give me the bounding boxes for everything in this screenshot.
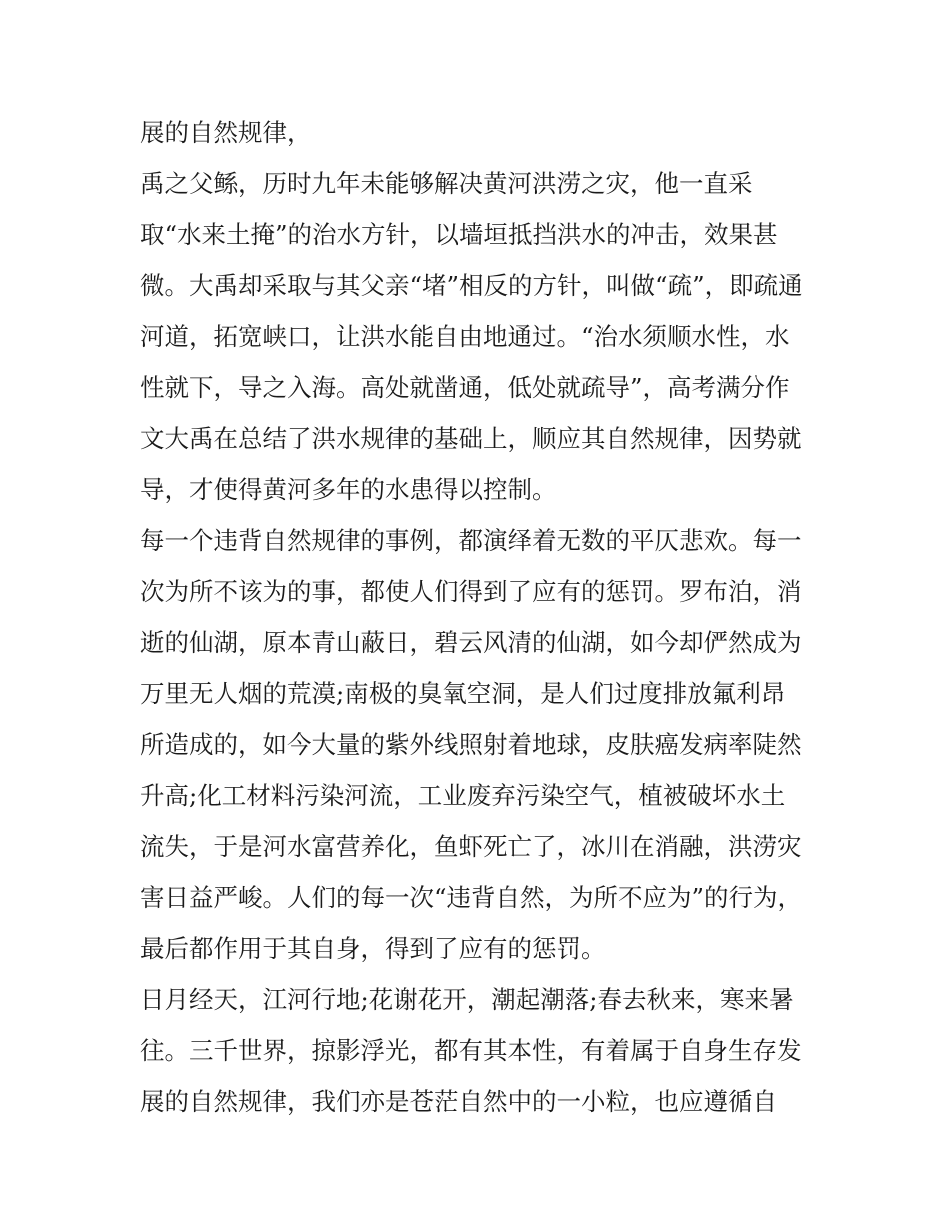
text-line: 日月经天，江河行地;花谢花开，潮起潮落;春去秋来，寒来暑 — [140, 985, 794, 1014]
text-line: 导，才使得黄河多年的水患得以控制。 — [140, 475, 557, 504]
body-text — [140, 107, 820, 1127]
text-line: 流失，于是河水富营养化，鱼虾死亡了，冰川在消融，洪涝灾 — [140, 832, 802, 861]
text-line: 禹之父鲧，历时九年未能够解决黄河洪涝之灾，他一直采 — [140, 169, 753, 198]
text-line: 微。大禹却采取与其父亲“堵”相反的方针，叫做“疏”，即疏通 — [140, 271, 803, 300]
text-line: 害日益严峻。人们的每一次“违背自然，为所不应为”的行为， — [140, 883, 803, 912]
text-line: 每一个违背自然规律的事例，都演绎着无数的平仄悲欢。每一 — [140, 526, 802, 555]
text-line: 展的自然规律， — [140, 118, 312, 147]
text-line: 文大禹在总结了洪水规律的基础上，顺应其自然规律，因势就 — [140, 424, 802, 453]
text-line: 往。三千世界，掠影浮光，都有其本性，有着属于自身生存发 — [140, 1036, 802, 1065]
text-line: 次为所不该为的事，都使人们得到了应有的惩罚。罗布泊，消 — [140, 577, 802, 606]
text-line: 性就下，导之入海。高处就凿通，低处就疏导”，高考满分作 — [140, 373, 790, 402]
text-line: 升高;化工材料污染河流，工业废弃污染空气，植被破坏水土 — [140, 781, 786, 810]
text-line: 展的自然规律，我们亦是苍茫自然中的一小粒，也应遵循自 — [140, 1087, 777, 1116]
text-line: 取“水来土掩”的治水方针，以墙垣抵挡洪水的冲击，效果甚 — [140, 220, 778, 249]
text-line: 逝的仙湖，原本青山蔽日，碧云风清的仙湖，如今却俨然成为 — [140, 628, 802, 657]
text-line: 所造成的，如今大量的紫外线照射着地球，皮肤癌发病率陡然 — [140, 730, 802, 759]
text-line: 河道，拓宽峡口，让洪水能自由地通过。“治水须顺水性，水 — [140, 322, 790, 351]
text-line: 最后都作用于其自身，得到了应有的惩罚。 — [140, 934, 606, 963]
text-line: 万里无人烟的荒漠;南极的臭氧空洞，是人们过度排放氟利昂 — [140, 679, 786, 708]
